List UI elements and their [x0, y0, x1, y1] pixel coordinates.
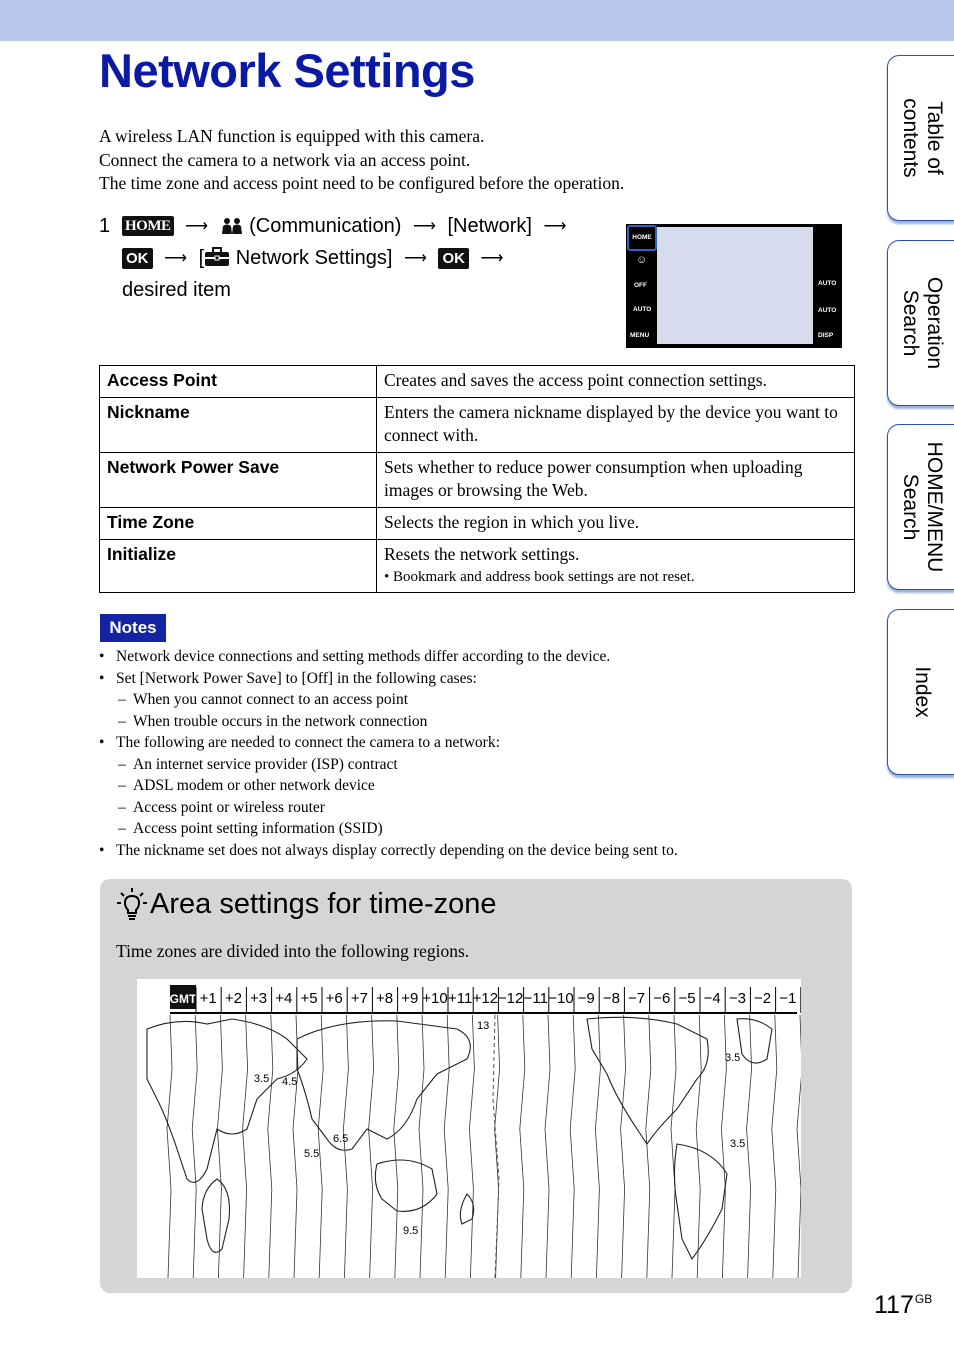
setting-description: Enters the camera nickname displayed by the device you want to connect with. [377, 398, 855, 453]
setting-name: Access Point [100, 366, 377, 398]
camera-lcd [657, 227, 813, 344]
zone-boundary [192, 1015, 197, 1278]
list-item: • The nickname set does not always display correctly depending on the device being sent to. [99, 840, 678, 862]
page-title: Network Settings [99, 44, 475, 97]
setting-description: Sets whether to reduce power consumption when uploading images or browsing the Web. [377, 453, 855, 508]
step-number: 1 [99, 215, 111, 237]
zone-label: +9 [401, 990, 419, 1007]
zone-boundary [419, 1015, 424, 1278]
zone-label: −9 [577, 990, 595, 1007]
world-map-illustration [137, 979, 801, 1278]
network-settings-label: Network Settings] [235, 247, 393, 269]
smile-icon: ☺ [636, 254, 648, 266]
zone-label: −7 [628, 990, 646, 1007]
zone-boundary [167, 1015, 172, 1278]
timezone-map [137, 979, 801, 1278]
zone-boundary [318, 1015, 323, 1278]
screen-off-label: OFF [634, 282, 647, 289]
zone-boundary [369, 1015, 374, 1278]
tab-index[interactable] [887, 609, 954, 775]
network-label: [Network] [447, 215, 532, 237]
zone-boundary [646, 1015, 651, 1278]
arrow-right-icon: ⟶ [164, 250, 187, 267]
zone-boundary [747, 1015, 752, 1278]
open-bracket: [ [198, 247, 205, 269]
tab-label: Index [910, 666, 934, 718]
table-row [100, 398, 855, 453]
zone-label: −1 [779, 990, 797, 1007]
zone-boundary [772, 1015, 777, 1278]
list-item: • Set [Network Power Save] to [Off] in the following cases: [99, 668, 678, 690]
zone-boundary [469, 1015, 474, 1278]
setting-name: Time Zone [100, 508, 377, 540]
screen-macro-auto-label: AUTO [818, 307, 837, 314]
home-button-icon: HOME [122, 216, 174, 236]
setting-description-cell [377, 540, 855, 593]
intro-line: The time zone and access point need to be configured before the operation. [99, 173, 625, 193]
zone-boundary [570, 1015, 575, 1278]
setting-name: Network Power Save [100, 453, 377, 508]
offset-label: 6.5 [333, 1133, 349, 1145]
communication-icon [220, 215, 244, 244]
setting-description: Selects the region in which you live. [377, 508, 855, 540]
zone-boundary [621, 1015, 626, 1278]
zone-label: +4 [275, 990, 293, 1007]
zone-label: +3 [250, 990, 268, 1007]
tab-operation-search[interactable] [887, 240, 954, 406]
communication-label: (Communication) [249, 215, 402, 237]
landmass-outline [375, 1160, 437, 1211]
header-bar [0, 0, 954, 41]
list-subitem: – When trouble occurs in the network connection [99, 711, 678, 733]
zone-label: −4 [703, 990, 721, 1007]
arrow-right-icon: ⟶ [480, 250, 504, 267]
zone-label: −5 [678, 990, 696, 1007]
arrow-right-icon: ⟶ [412, 218, 436, 235]
zone-label: +10 [422, 990, 448, 1007]
zone-label: +2 [224, 990, 242, 1007]
ok-button-icon: OK [438, 248, 469, 269]
page-number-suffix: GB [914, 1292, 933, 1306]
list-subitem: – When you cannot connect to an access point [99, 689, 678, 711]
zone-label: −2 [754, 990, 772, 1007]
list-item: • The following are needed to connect the camera to a network: [99, 732, 678, 754]
offset-label: 3.5 [254, 1073, 270, 1085]
tip-title: Area settings for time-zone [150, 888, 497, 920]
zone-boundary [671, 1015, 676, 1278]
zone-boundary [217, 1015, 222, 1278]
screen-disp-label: DISP [818, 332, 834, 339]
zone-boundary [520, 1015, 525, 1278]
table-row [100, 508, 855, 540]
offset-label: 13 [477, 1020, 490, 1032]
lightbulb-hint-icon [115, 886, 149, 922]
zone-label: −3 [728, 990, 746, 1007]
landmass-outline [202, 1179, 230, 1252]
zone-label: +11 [448, 990, 473, 1007]
page-number [874, 1291, 932, 1320]
screen-menu-label: MENU [630, 332, 650, 339]
tip-text: Time zones are divided into the following regions. [116, 941, 470, 961]
tab-label: Table of contents [898, 98, 946, 178]
settings-table [99, 365, 855, 593]
zone-boundary [495, 1015, 500, 1278]
list-item: • Network device connections and setting methods differ according to the device. [99, 646, 678, 668]
table-row [100, 453, 855, 508]
tab-label: Operation Search [898, 276, 946, 370]
setting-note: • Bookmark and address book settings are not reset. [384, 569, 695, 585]
screen-flash-auto-label: AUTO [818, 280, 837, 287]
intro-text [99, 125, 624, 196]
zone-label: +7 [350, 990, 368, 1007]
landmass-outline [675, 1144, 728, 1259]
list-subitem: – ADSL modem or other network device [99, 775, 678, 797]
zone-label: +5 [300, 990, 318, 1007]
notes-list [99, 646, 678, 861]
zone-boundary [595, 1015, 600, 1278]
zone-label: +8 [376, 990, 394, 1007]
toolbox-icon [204, 247, 230, 276]
zone-label: +6 [325, 990, 343, 1007]
step-1 [99, 212, 609, 305]
tab-label: HOME/MENU Search [898, 441, 946, 573]
zone-label: −6 [653, 990, 671, 1007]
arrow-right-icon: ⟶ [185, 218, 208, 235]
desired-item-label: desired item [122, 279, 231, 301]
offset-label: 3.5 [730, 1138, 746, 1150]
zone-label: +1 [199, 990, 217, 1007]
setting-name: Nickname [100, 398, 377, 453]
landmass-outline [460, 1194, 473, 1224]
table-row [100, 366, 855, 398]
offset-label: 5.5 [304, 1148, 320, 1160]
tab-table-of-contents[interactable] [887, 55, 954, 221]
page-number-value: 117 [874, 1291, 914, 1319]
zone-boundary [243, 1015, 248, 1278]
zone-label: −11 [523, 990, 548, 1007]
setting-name: Initialize [100, 540, 377, 593]
tab-home-menu-search[interactable] [887, 424, 954, 590]
table-row [100, 540, 855, 593]
offset-label: 9.5 [403, 1225, 419, 1237]
zone-boundary [444, 1015, 449, 1278]
zone-boundary [394, 1015, 399, 1278]
landmass-outline [737, 1019, 772, 1063]
setting-description: Creates and saves the access point connection settings. [377, 366, 855, 398]
offset-label: 4.5 [282, 1076, 298, 1088]
zone-boundary [797, 1015, 801, 1278]
offset-label: 3.5 [725, 1052, 741, 1064]
zone-boundary [696, 1015, 701, 1278]
setting-description: Resets the network settings. [384, 544, 580, 564]
camera-screen-illustration [626, 224, 842, 348]
list-subitem: – Access point or wireless router [99, 797, 678, 819]
screen-home-button: HOME [627, 225, 657, 251]
screen-auto-label: AUTO [633, 306, 652, 313]
zone-label: −8 [602, 990, 620, 1007]
list-subitem: – Access point setting information (SSID) [99, 818, 678, 840]
zone-label: +12 [472, 990, 499, 1007]
intro-line: A wireless LAN function is equipped with this camera. [99, 126, 485, 146]
landmass-outline [587, 1017, 708, 1144]
zone-label: −12 [497, 990, 524, 1007]
intro-line: Connect the camera to a network via an access point. [99, 149, 471, 170]
zone-boundary [545, 1015, 550, 1278]
zone-label: GMT [169, 992, 197, 1006]
ok-button-icon: OK [122, 248, 153, 269]
arrow-right-icon: ⟶ [543, 218, 567, 235]
zone-boundary [268, 1015, 273, 1278]
zone-boundary [343, 1015, 348, 1278]
zone-label: −10 [548, 990, 574, 1007]
arrow-right-icon: ⟶ [403, 250, 427, 267]
list-subitem: – An internet service provider (ISP) contract [99, 754, 678, 776]
notes-label: Notes [100, 614, 166, 642]
